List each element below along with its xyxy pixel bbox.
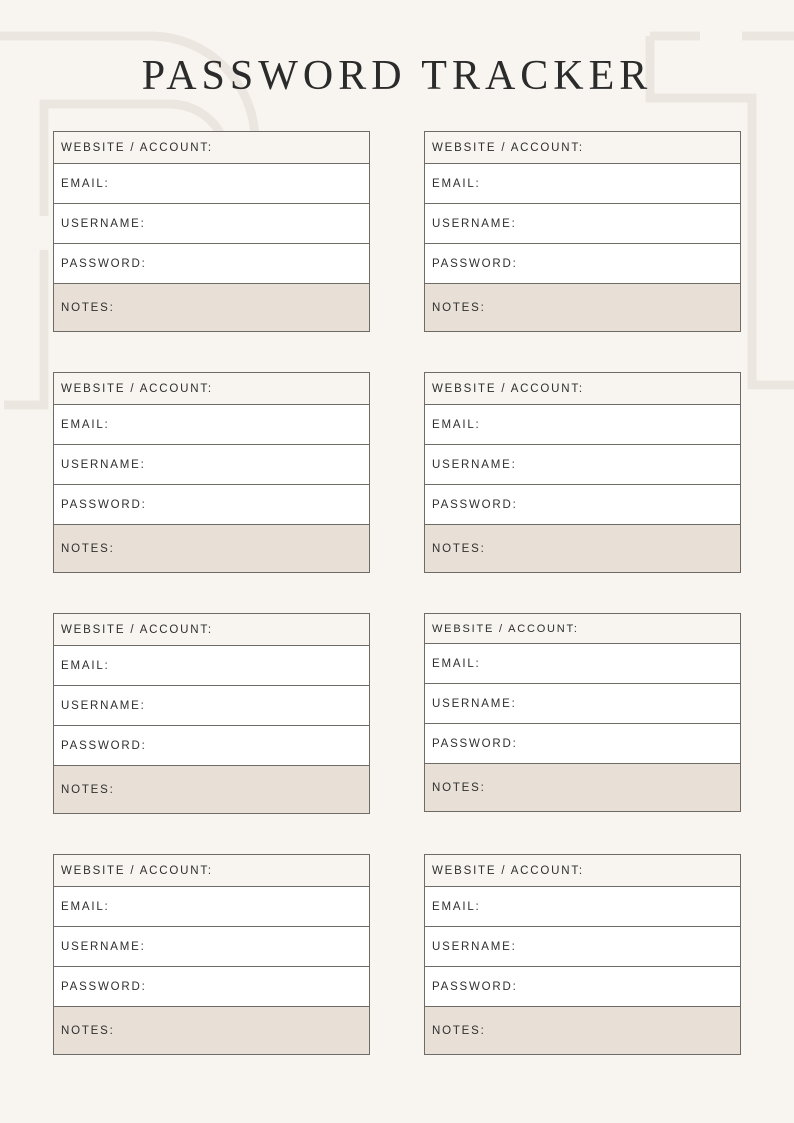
username-field[interactable] — [54, 445, 369, 485]
username-label: USERNAME: — [432, 217, 517, 230]
website-account-label: WEBSITE / ACCOUNT: — [61, 864, 213, 877]
password-card — [53, 131, 370, 332]
email-label: EMAIL: — [432, 657, 481, 670]
notes-label: NOTES: — [432, 301, 486, 314]
password-label: PASSWORD: — [432, 498, 518, 511]
password-card — [53, 613, 370, 814]
notes-field[interactable] — [54, 525, 369, 572]
website-account-field[interactable] — [425, 855, 740, 887]
notes-field[interactable] — [425, 525, 740, 572]
website-account-field[interactable] — [54, 373, 369, 405]
website-account-field[interactable] — [54, 132, 369, 164]
email-field[interactable] — [425, 164, 740, 204]
email-field[interactable] — [54, 405, 369, 445]
password-field[interactable] — [54, 726, 369, 766]
email-field[interactable] — [54, 887, 369, 927]
page-title: PASSWORD TRACKER — [141, 53, 653, 99]
email-label: EMAIL: — [432, 418, 481, 431]
password-card — [53, 854, 370, 1055]
password-label: PASSWORD: — [61, 257, 147, 270]
password-card — [424, 372, 741, 573]
email-label: EMAIL: — [432, 177, 481, 190]
username-label: USERNAME: — [432, 697, 517, 710]
email-field[interactable] — [425, 405, 740, 445]
password-field[interactable] — [54, 244, 369, 284]
notes-field[interactable] — [54, 284, 369, 331]
username-field[interactable] — [425, 927, 740, 967]
website-account-label: WEBSITE / ACCOUNT: — [432, 382, 584, 395]
username-field[interactable] — [425, 684, 740, 724]
email-label: EMAIL: — [432, 900, 481, 913]
notes-label: NOTES: — [61, 301, 115, 314]
website-account-field[interactable] — [54, 614, 369, 646]
notes-field[interactable] — [425, 1007, 740, 1054]
password-field[interactable] — [425, 967, 740, 1007]
password-card — [424, 131, 741, 332]
username-field[interactable] — [54, 686, 369, 726]
email-field[interactable] — [425, 887, 740, 927]
notes-field[interactable] — [54, 766, 369, 813]
website-account-label: WEBSITE / ACCOUNT: — [432, 864, 584, 877]
password-label: PASSWORD: — [61, 739, 147, 752]
username-field[interactable] — [54, 927, 369, 967]
username-field[interactable] — [425, 204, 740, 244]
email-field[interactable] — [54, 164, 369, 204]
notes-label: NOTES: — [61, 542, 115, 555]
password-label: PASSWORD: — [432, 737, 518, 750]
username-label: USERNAME: — [61, 217, 146, 230]
notes-label: NOTES: — [432, 1024, 486, 1037]
password-label: PASSWORD: — [61, 980, 147, 993]
password-label: PASSWORD: — [432, 257, 518, 270]
website-account-field[interactable] — [425, 373, 740, 405]
username-label: USERNAME: — [61, 458, 146, 471]
password-label: PASSWORD: — [432, 980, 518, 993]
email-label: EMAIL: — [61, 659, 110, 672]
website-account-label: WEBSITE / ACCOUNT: — [432, 141, 584, 154]
website-account-label: WEBSITE / ACCOUNT: — [61, 382, 213, 395]
password-field[interactable] — [425, 244, 740, 284]
notes-label: NOTES: — [61, 783, 115, 796]
website-account-label: WEBSITE / ACCOUNT: — [61, 141, 213, 154]
notes-label: NOTES: — [432, 781, 486, 794]
notes-label: NOTES: — [432, 542, 486, 555]
username-label: USERNAME: — [61, 699, 146, 712]
email-label: EMAIL: — [61, 418, 110, 431]
password-field[interactable] — [54, 485, 369, 525]
username-field[interactable] — [425, 445, 740, 485]
password-label: PASSWORD: — [61, 498, 147, 511]
website-account-field[interactable] — [425, 614, 740, 644]
website-account-field[interactable] — [54, 855, 369, 887]
email-field[interactable] — [425, 644, 740, 684]
notes-field[interactable] — [425, 284, 740, 331]
username-field[interactable] — [54, 204, 369, 244]
notes-field[interactable] — [54, 1007, 369, 1054]
email-label: EMAIL: — [61, 177, 110, 190]
password-card — [53, 372, 370, 573]
notes-label: NOTES: — [61, 1024, 115, 1037]
email-field[interactable] — [54, 646, 369, 686]
password-card — [424, 613, 741, 812]
website-account-field[interactable] — [425, 132, 740, 164]
password-card — [424, 854, 741, 1055]
username-label: USERNAME: — [61, 940, 146, 953]
password-field[interactable] — [425, 485, 740, 525]
website-account-label: WEBSITE / ACCOUNT: — [61, 623, 213, 636]
username-label: USERNAME: — [432, 458, 517, 471]
password-field[interactable] — [425, 724, 740, 764]
username-label: USERNAME: — [432, 940, 517, 953]
email-label: EMAIL: — [61, 900, 110, 913]
password-field[interactable] — [54, 967, 369, 1007]
website-account-label: WEBSITE / ACCOUNT: — [432, 622, 579, 635]
notes-field[interactable] — [425, 764, 740, 811]
